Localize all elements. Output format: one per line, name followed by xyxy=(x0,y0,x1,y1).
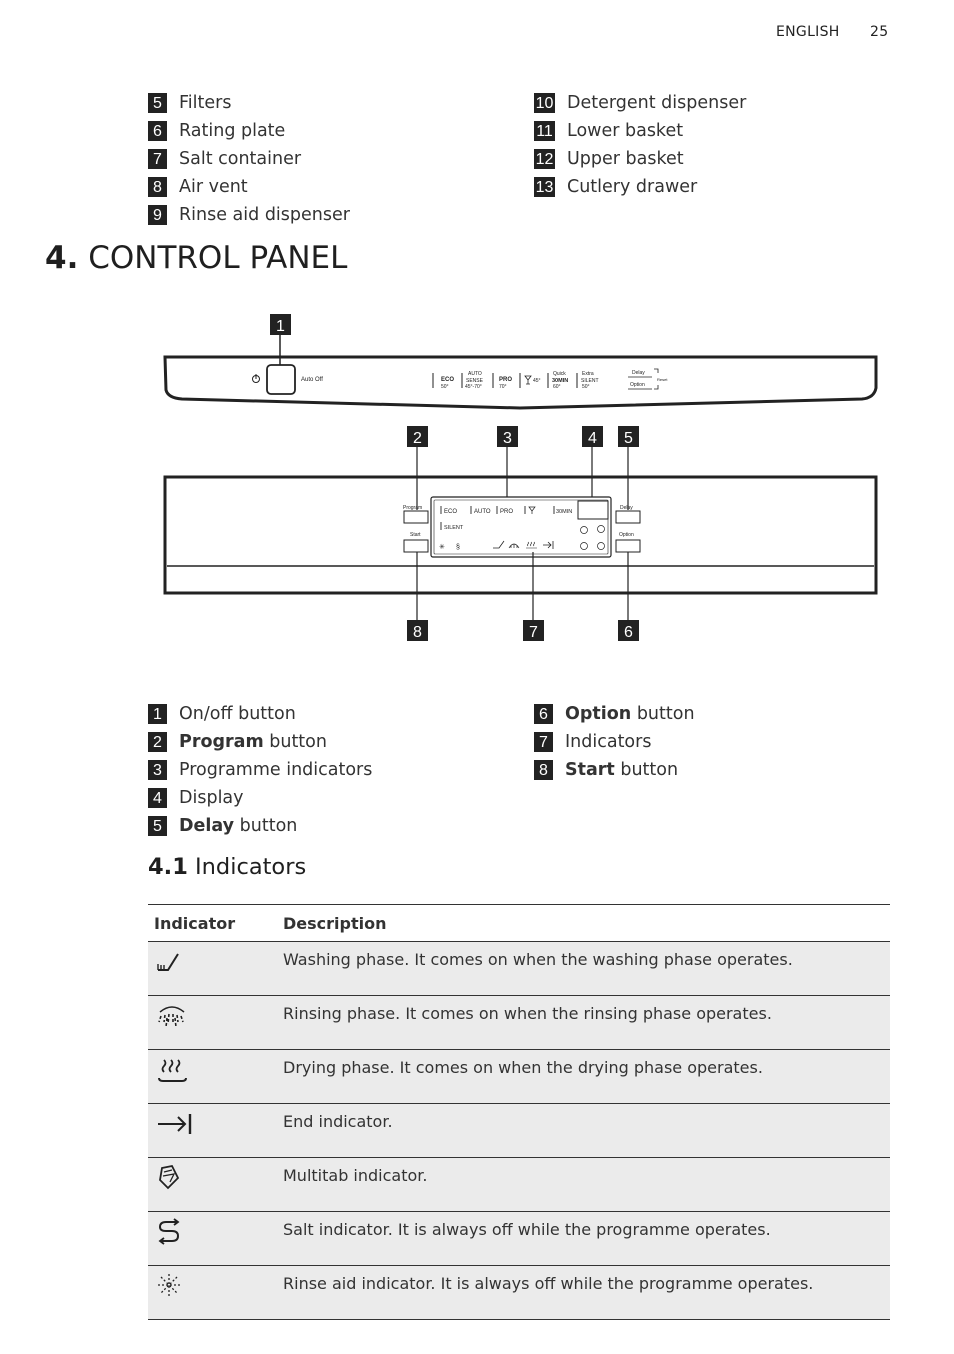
list-item xyxy=(148,147,301,171)
option-label: Option xyxy=(619,532,634,538)
prog-label: Extra xyxy=(582,371,594,377)
control-panel-diagram xyxy=(0,300,954,660)
list-item xyxy=(148,203,350,227)
indicator-description: End indicator. xyxy=(277,1104,890,1158)
indicator-description: Rinsing phase. It comes on when the rinsing phase operates. xyxy=(277,996,890,1050)
indicator-description: Drying phase. It comes on when the drying phase operates. xyxy=(277,1050,890,1104)
subsection-number: 4.1 xyxy=(148,854,188,880)
start-label: Start xyxy=(410,532,421,538)
rinse-aid-icon xyxy=(154,1270,184,1300)
multitab-icon xyxy=(154,1162,184,1192)
prog-label: PRO xyxy=(499,377,513,383)
prog-label: Quick xyxy=(553,371,566,377)
table-row xyxy=(148,1158,890,1212)
indicators-table xyxy=(148,904,890,1320)
auto-off-label: Auto Off xyxy=(301,377,323,383)
program-label: Program xyxy=(403,505,423,511)
item-label: Air vent xyxy=(179,177,248,197)
item-bold: Program xyxy=(179,732,264,752)
item-number: 7 xyxy=(148,149,167,169)
indicator-description: Salt indicator. It is always off while the programme operates. xyxy=(277,1212,890,1266)
list-item xyxy=(534,119,683,143)
delay-label: Delay xyxy=(632,370,645,376)
prog-label: ECO xyxy=(441,377,455,383)
item-number: 1 xyxy=(148,704,167,724)
drying-phase-icon xyxy=(154,1054,190,1084)
rinsing-phase-icon xyxy=(154,1000,190,1030)
item-number: 8 xyxy=(534,760,553,780)
prog-label: 45°-70° xyxy=(465,384,482,390)
reset-label: Reset xyxy=(657,377,668,382)
item-label: Lower basket xyxy=(567,121,684,141)
item-number: 10 xyxy=(535,95,554,112)
display-silent: SILENT xyxy=(444,525,464,531)
table-row xyxy=(148,1050,890,1104)
item-label: Filters xyxy=(179,93,232,113)
item-label: Cutlery drawer xyxy=(567,177,698,197)
list-item xyxy=(534,702,695,726)
rinse-aid-icon: ✳ xyxy=(439,544,445,551)
display-digits xyxy=(578,501,608,519)
on-off-button xyxy=(267,365,295,394)
item-number: 5 xyxy=(148,93,167,113)
list-item xyxy=(148,702,296,726)
item-label: Programme indicators xyxy=(179,760,373,780)
item-label: Detergent dispenser xyxy=(567,93,747,113)
option-button xyxy=(616,540,640,552)
column-header: Description xyxy=(277,905,890,942)
section-title xyxy=(45,240,347,276)
list-item xyxy=(148,119,285,143)
list-item xyxy=(534,175,697,199)
prog-label: 50° xyxy=(441,384,449,390)
display-prog: ECO xyxy=(444,509,458,515)
callout-label: 6 xyxy=(624,624,633,641)
item-label: button xyxy=(234,816,298,836)
delay-button xyxy=(616,511,640,523)
item-label: Rating plate xyxy=(179,121,286,141)
salt-icon xyxy=(154,1216,184,1246)
indicator-description: Rinse aid indicator. It is always off while the programme operates. xyxy=(277,1266,890,1320)
item-label: button xyxy=(631,704,695,724)
item-label: Indicators xyxy=(565,732,652,752)
callout-label: 3 xyxy=(503,430,512,447)
prog-label: 70° xyxy=(499,384,507,390)
table-row xyxy=(148,1212,890,1266)
item-number: 11 xyxy=(534,121,555,141)
display-prog: PRO xyxy=(500,509,514,515)
option-label: Option xyxy=(630,382,645,388)
list-item xyxy=(148,786,244,810)
prog-label: 45° xyxy=(533,378,541,384)
item-number: 4 xyxy=(148,788,167,808)
item-number: 5 xyxy=(148,816,167,836)
prog-label: 60° xyxy=(553,384,561,390)
subsection-title-text: Indicators xyxy=(195,854,307,880)
item-label: Salt container xyxy=(179,149,302,169)
display-prog: AUTO xyxy=(474,509,491,515)
indicator-description: Multitab indicator. xyxy=(277,1158,890,1212)
list-item xyxy=(534,147,684,171)
item-number: 13 xyxy=(535,179,554,196)
list-item xyxy=(534,758,678,782)
washing-phase-icon xyxy=(154,946,184,976)
table-row xyxy=(148,1266,890,1320)
display-prog: 30MIN xyxy=(556,509,573,515)
header-language: ENGLISH xyxy=(776,24,840,40)
table-header-row xyxy=(148,905,890,942)
column-header: Indicator xyxy=(148,905,277,942)
prog-label: SILENT xyxy=(581,378,599,384)
item-label: button xyxy=(614,760,679,780)
table-row xyxy=(148,996,890,1050)
prog-label: 50° xyxy=(582,384,590,390)
item-bold: Option xyxy=(565,704,632,724)
prog-label: 30MIN xyxy=(552,378,569,384)
item-number: 6 xyxy=(534,704,553,724)
list-item xyxy=(148,730,327,754)
callout-label: 7 xyxy=(529,624,538,641)
list-item xyxy=(148,814,297,838)
callout-label: 5 xyxy=(624,430,633,447)
start-button xyxy=(404,540,428,552)
item-bold: Delay xyxy=(179,816,235,836)
list-item xyxy=(148,758,372,782)
prog-label: AUTO xyxy=(468,371,482,377)
salt-icon: § xyxy=(456,544,460,551)
table-row xyxy=(148,1104,890,1158)
program-button xyxy=(404,511,428,523)
item-label: Upper basket xyxy=(567,149,684,169)
callout-label: 8 xyxy=(413,624,422,641)
table-row xyxy=(148,942,890,996)
callout-label: 1 xyxy=(276,318,285,335)
item-number: 2 xyxy=(148,732,167,752)
end-indicator-icon xyxy=(154,1108,194,1138)
callout-label: 2 xyxy=(413,430,422,447)
item-number: 6 xyxy=(148,121,167,141)
item-bold: Start xyxy=(565,760,615,780)
subsection-title xyxy=(148,854,306,880)
item-label: button xyxy=(263,732,327,752)
item-label: On/off button xyxy=(179,704,296,724)
page-number: 25 xyxy=(870,24,889,40)
item-number: 12 xyxy=(535,151,554,168)
list-item xyxy=(534,730,651,754)
item-number: 9 xyxy=(148,205,167,225)
section-title-text: CONTROL PANEL xyxy=(88,240,348,276)
item-label: Display xyxy=(179,788,244,808)
list-item xyxy=(148,91,231,115)
list-item xyxy=(148,175,248,199)
item-label: Rinse aid dispenser xyxy=(179,205,350,225)
callout-label: 4 xyxy=(588,430,597,447)
delay-label: Delay xyxy=(620,505,633,511)
prog-label: SENSE xyxy=(466,378,483,384)
section-number: 4. xyxy=(45,240,79,276)
indicator-description: Washing phase. It comes on when the washing phase operates. xyxy=(277,942,890,996)
item-number: 8 xyxy=(148,177,167,197)
item-number: 7 xyxy=(534,732,553,752)
list-item xyxy=(534,91,746,115)
item-number: 3 xyxy=(148,760,167,780)
